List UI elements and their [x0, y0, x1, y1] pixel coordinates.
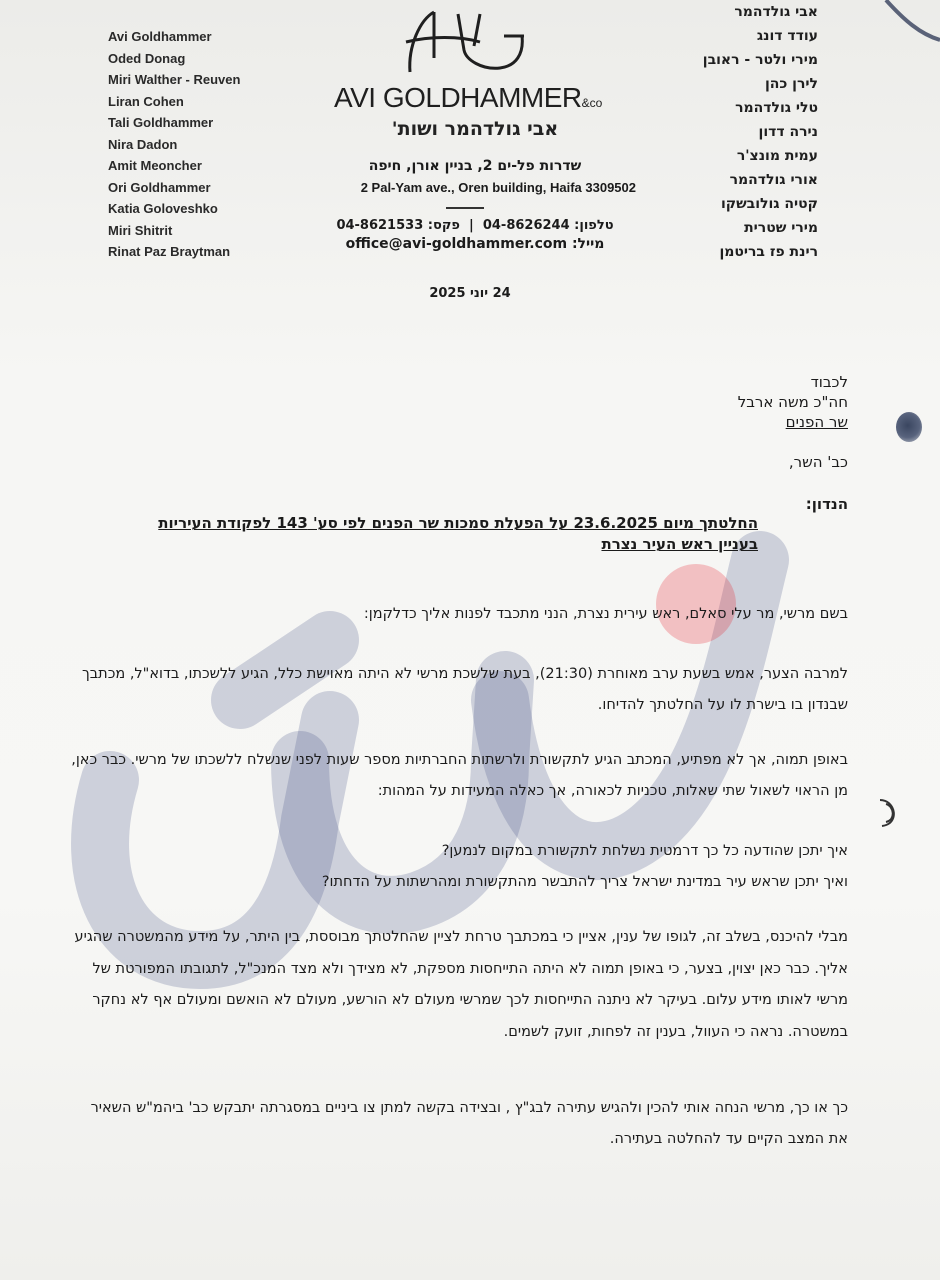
- partner-name-en: Amit Meoncher: [108, 158, 202, 173]
- fax-label: פקס:: [427, 218, 460, 233]
- email-label: מייל:: [571, 236, 605, 252]
- partner-name-he: עמית מונצ'ר: [736, 148, 818, 164]
- partner-name-en: Katia Goloveshko: [108, 201, 218, 216]
- firm-suffix: &co: [581, 96, 603, 110]
- phone-number: 04-8626244: [482, 218, 570, 233]
- letter-date: 24 יוני 2025: [429, 286, 511, 301]
- subject-line-1: החלטתך מיום 23.6.2025 על הפעלת סמכות שר הפנים לפי סע' 143 לפקודת העיריות: [158, 514, 758, 532]
- paragraph-5: מבלי להיכנס, בשלב זה, לגופו של ענין, אציין כי במכתבך טרחת לציין שהחלטתך מבוססת, בין היתר, על מידע מהמשטרה שהגיע אליך. כבר כאן יצוין, בצער, כי באופן תמוה לא היתה התייחסות מספקת, לא מצידך ולא מצד המנכ"ל, לתגובתו המפורטת של מרשי לאותו מידע עלום. בעיקר לא ניתנה התייחסות לכך שמרשי מעולם לא הורשע, מעולם לא הואשם ומעולם אף לא נחקר במשטרה. נראה כי העוול, בענין זה לפחות, זועק לשמים.: [74, 929, 848, 1040]
- subject-label: הנדון:: [805, 495, 848, 513]
- firm-logo-mark: [400, 6, 530, 78]
- firm-name-en-text: AVI GOLDHAMMER: [334, 82, 582, 113]
- partner-name-en: Rinat Paz Braytman: [108, 244, 231, 259]
- paper-clip-mark: [876, 796, 904, 830]
- partner-name-en: Liran Cohen: [108, 93, 184, 109]
- firm-name-he: אבי גולדהמר ושות': [391, 118, 559, 140]
- recipient-salutation: לכבוד: [810, 373, 848, 391]
- paragraph-4: איך יתכן שהודעה כל כך דרמטית נשלחת לתקשורת במקום לנמען? ואיך יתכן שראש עיר במדינת ישראל צריך להתבשר מהתקשורת ומהרשתות על הדחתו?: [321, 843, 848, 890]
- partner-name-en: Tali Goldhammer: [108, 115, 214, 130]
- paragraph-3: באופן תמוה, אך לא מפתיע, המכתב הגיע לתקשורת ולרשתות החברתיות מספר שעות לפני שנשלח ללשכתו של מרשי. כבר כאן, מן הראוי לשאול שתי שאלות, טכניות לכאורה, אך כאלה המעידות על המהות:: [71, 752, 848, 799]
- paragraph-6: כך או כך, מרשי הנחה אותי להכין ולהגיש עתירה לבג"ץ , ובצידה בקשה למתן צו ביניים במסגרתה יתבקש כב' ביהמ"ש השאיר את המצב הקיים עד להחלטה בעתירה.: [90, 1100, 848, 1147]
- fax-number: 04-8621533: [336, 218, 424, 233]
- partner-name-he: אבי גולדהמר: [734, 4, 818, 20]
- email-address: office@avi-goldhammer.com: [345, 236, 568, 252]
- recipient-block: [528, 372, 848, 432]
- partner-name-he: נירה דדון: [758, 124, 818, 140]
- partner-name-he: לירן כהן: [764, 76, 818, 92]
- greeting: כב' השר,: [788, 453, 848, 471]
- recipient-title: שר הפנים: [785, 413, 848, 431]
- paragraph-2: למרבה הצער, אמש בשעת ערב מאוחרת (21:30), בעת שלשכת מרשי לא היתה מאוישת כלל, הגיע ללשכתו, בדוא"ל, מכתבך שבנדון בו בישרת לו על החלטתך להדיחו.: [82, 666, 848, 713]
- partner-name-en: Miri Shitrit: [108, 222, 173, 238]
- subject-line-2: בעניין ראש העיר נצרת: [601, 535, 758, 553]
- firm-name-en: [334, 82, 624, 114]
- partner-name-he: אורי גולדהמר: [729, 172, 818, 188]
- partner-name-he: טלי גולדהמר: [735, 100, 818, 116]
- recipient-name: חה"כ משה ארבל: [737, 393, 848, 411]
- subject-text: [78, 513, 758, 555]
- partner-name-he: מירי שטרית: [744, 220, 818, 236]
- separator: |: [464, 218, 479, 233]
- paragraph-1: בשם מרשי, מר עלי סאלם, ראש עירית נצרת, הנני מתכבד לפנות אליך כדלקמן:: [363, 606, 848, 622]
- partner-name-he: רינת פז בריטמן: [719, 244, 818, 260]
- partners-list-en: [108, 26, 308, 263]
- partner-name-he: קטיה גולובשקו: [720, 196, 818, 212]
- divider: [446, 207, 484, 209]
- binder-hole: [896, 412, 922, 442]
- partner-name-en: Miri Walther - Reuven: [108, 72, 241, 87]
- email-line: [300, 236, 650, 252]
- address-he: שדרות פל-ים 2, בניין אורן, חיפה: [368, 158, 582, 174]
- partner-name-he: עודד דונג: [756, 28, 818, 44]
- address-en: 2 Pal-Yam ave., Oren building, Haifa 3309502: [360, 180, 636, 195]
- phone-fax-line: [300, 218, 650, 233]
- partner-name-he: מירי ולטר - ראובן: [702, 52, 818, 68]
- partner-name-en: Avi Goldhammer: [108, 29, 212, 44]
- partner-name-en: Oded Donag: [108, 50, 186, 66]
- partner-name-en: Nira Dadon: [108, 136, 178, 152]
- phone-label: טלפון:: [574, 218, 614, 233]
- partner-name-en: Ori Goldhammer: [108, 179, 211, 195]
- corner-curl: [880, 0, 940, 48]
